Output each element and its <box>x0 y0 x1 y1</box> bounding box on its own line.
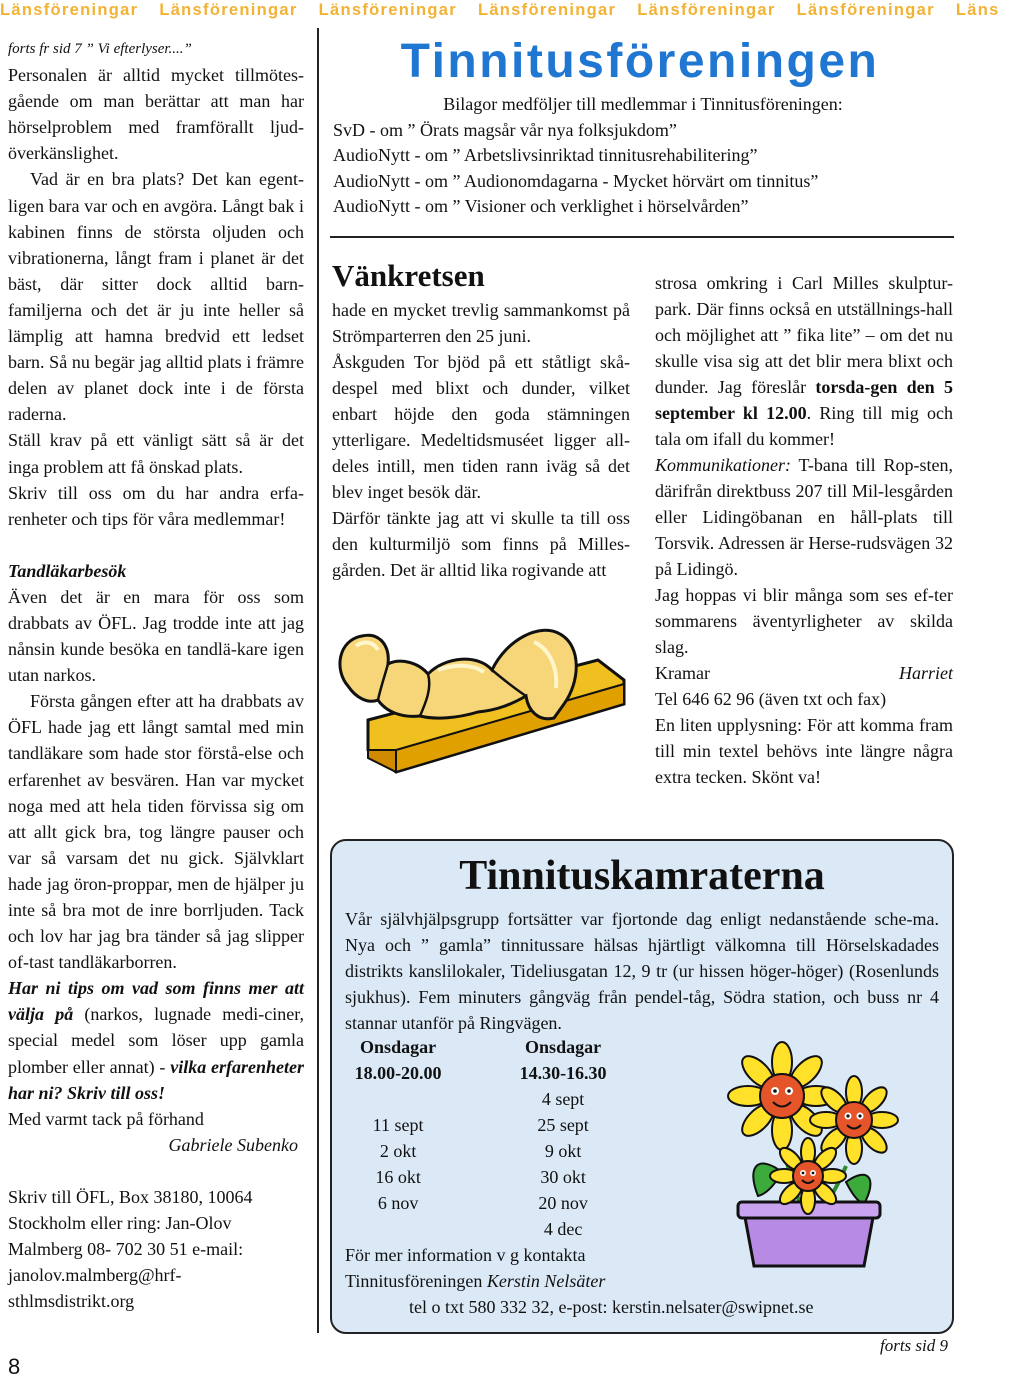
sign-off <box>655 660 953 686</box>
contact-name: Kerstin Nelsäter <box>486 1271 606 1291</box>
enclosure-item: SvD - om ” Örats magsår vår nya folksjukdom” <box>333 119 677 140</box>
footer-line: tel o txt 580 332 32, e-post: kerstin.nelsater@swipnet.se <box>409 1297 814 1317</box>
band-word: Länsföreningar <box>159 1 298 19</box>
paragraph <box>655 452 953 582</box>
emphasis: vilka erfarenheter har ni? Skriv till oss! <box>8 1056 304 1103</box>
header-band <box>0 0 1000 26</box>
paragraph: Vad är en bra plats? Det kan egent-ligen bara var och en avgöra. Långt bak i kabinen finns de största oljuden och vibrationerna, långt fram i planet är det bäst, där sitter dock alltid barn-familjerna och det är ju inte heller så lämplig att hamna bredvid ett ledset barn. Så nu begär jag alltid plats i främre delen av planet dock inte i de första raderna. <box>8 169 304 425</box>
label: Kommunikationer: <box>655 455 791 475</box>
contact-info: Skriv till ÖFL, Box 38180, 10064 Stockholm eller ring: Jan-Olov Malmberg 08- 702 30 51 e-mail: janolov.malmberg@hrf-sthlmsdistrikt.org <box>8 1186 253 1312</box>
schedule-date: 9 okt <box>544 1141 582 1161</box>
enclosure-item: AudioNytt - om ” Arbetslivsinriktad tinnitusrehabilitering” <box>333 145 758 166</box>
sculpture-illustration <box>328 600 638 812</box>
paragraph: Jag hoppas vi blir många som ses ef-ter sommarens äventyrligheter av skilda slag. <box>655 585 953 657</box>
emphasis: Har ni tips om vad som finns mer att välja på <box>8 978 304 1025</box>
paragraph <box>655 270 953 452</box>
schedule-date: 30 okt <box>540 1167 586 1187</box>
footer-line: För mer information v g kontakta <box>345 1245 586 1265</box>
vankretsen-column-1 <box>332 297 630 583</box>
schedule-table <box>345 1034 675 1242</box>
schedule-row <box>345 1138 675 1164</box>
band-word-tail: Läns <box>955 1 1000 19</box>
schedule-date: 4 sept <box>541 1089 585 1109</box>
enclosure-item: AudioNytt - om ” Audionomdagarna - Mycket hörvärt om tinnitus” <box>333 170 819 191</box>
signature: Gabriele Subenko <box>168 1134 298 1155</box>
enclosure-item: AudioNytt - om ” Visioner och verklighet i hörselvården” <box>333 196 749 217</box>
band-word: Länsföreningar <box>318 1 457 19</box>
schedule-date: 11 sept <box>372 1115 424 1135</box>
schedule-row <box>345 1190 675 1216</box>
paragraph: Åskguden Tor bjöd på ett ståtligt skå-despel med blixt och dunder, vilket enbart höjde den goda stämningen ytterligare. Medeltidsmuséet ligger all-deles intill, men tiden rann iväg så det blev inget besök där. <box>332 352 630 502</box>
schedule-row <box>345 1216 675 1242</box>
continued-from: forts fr sid 7 ” Vi efterlyser....” <box>8 41 192 57</box>
tinnituskamraterna-body: Vår självhjälpsgrupp fortsätter var fjortonde dag enligt nedanstående sche-ma. Nya och ” gamla” tinnitussare hälsas hjärtligt välkomna till Hörselskadades distrikts kanslilokaler, Tideliusgatan 12, 9 tr (ur hissen höger-höger) (Rosenlunds sjukhus). Fem minuters gångväg från pendel-tåg, Södra station, och buss nr 4 stannar utanför på Ringvägen. <box>345 909 939 1033</box>
band-word: Länsföreningar <box>0 1 139 19</box>
kramar-text: Kramar <box>655 663 710 683</box>
text: T-bana till Rop-sten, därifrån direktbuss 207 till Mil-lesgården eller Lidingöbanan en håll-plats till Torsvik. Adressen är Herse-rudsvägen 32 på Lidingö. <box>655 455 953 579</box>
schedule-time-row <box>345 1060 675 1086</box>
org-name: Tinnitusföreningen <box>345 1271 487 1291</box>
text: (narkos, lugnade medi-ciner, special medel som löser upp gamla plomber eller annat) - <box>8 1004 305 1077</box>
paragraph: Skriv till oss om du har andra erfa-renheter och tips för våra medlemmar! <box>8 482 304 529</box>
thanks-text: Med varmt tack på förhand <box>8 1108 204 1129</box>
continued-on: forts sid 9 <box>880 1336 949 1355</box>
paragraph: Ställ krav på ett vänligt sätt så är det inga problem att få önskad plats. <box>8 430 304 477</box>
vankretsen-heading: Vänkretsen <box>332 258 485 293</box>
schedule-col1-time: 18.00-20.00 <box>354 1063 442 1083</box>
paragraph: hade en mycket trevlig sammankomst på Strömparterren den 25 juni. <box>332 300 630 346</box>
schedule-row <box>345 1164 675 1190</box>
paragraph: En liten upplysning: För att komma fram till min textel behövs inte längre några extra tecken. Skönt va! <box>655 715 953 787</box>
header-band-words <box>0 1 1021 20</box>
paragraph: Första gången efter att ha drabbats av ÖFL hade jag ett långt samtal med min tandläkare som hade stor förstå-else och erfarenhet av besvären. Han var mycket noga med att hela tiden förvissa sig om att allt gick bra, tog längre pauser och var så varsam det nu gick. Självklart hade jag öron-proppar, men de hjälper ju inte så bra mot de inre borrljuden. Tack och lov har jag bra tänder så jag slipper of-tast tandläkarborren. <box>8 691 304 973</box>
text: strosa omkring i Carl Milles skulptur-park. Där finns också en utställnings-hall och möjlighet att ” fika lite” – om det nu skulle visa sig att det blir mera blixt och dunder. Jag föreslår <box>655 273 953 397</box>
schedule-date: 2 okt <box>379 1141 417 1161</box>
footer-line <box>345 1268 945 1294</box>
paragraph: Därför tänkte jag att vi skulle ta till oss den kulturmiljö som finns på Milles-gården. Det är alltid lika rogivande att <box>332 508 630 580</box>
page-number: 8 <box>8 1354 21 1379</box>
paragraph: Även det är en mara för oss som drabbats av ÖFL. Jag trodde inte att jag nånsin kunde besöka en tandlä-kare igen utan narkos. <box>8 586 304 686</box>
schedule-date: 25 sept <box>537 1115 589 1135</box>
schedule-row <box>345 1112 675 1138</box>
section-divider <box>330 236 954 238</box>
schedule-row <box>345 1086 675 1112</box>
band-word: Länsföreningar <box>637 1 776 19</box>
vankretsen-column-2 <box>655 270 953 790</box>
paragraph: Personalen är alltid mycket tillmötes-gående om man berättar att man har hörselproblem med framförallt ljud-överkänslighet. <box>8 65 304 164</box>
signature: Harriet <box>899 663 953 683</box>
phone-number: Tel 646 62 96 (även txt och fax) <box>655 689 887 709</box>
left-column <box>8 36 304 1314</box>
schedule-date: 6 nov <box>377 1193 419 1213</box>
schedule-col2-time: 14.30-16.30 <box>519 1063 607 1083</box>
schedule-date <box>345 1216 451 1242</box>
paragraph <box>8 975 304 1105</box>
band-word: Länsföreningar <box>796 1 935 19</box>
schedule-date: 20 nov <box>538 1193 588 1213</box>
tinnituskamraterna-title: Tinnituskamraterna <box>459 853 825 899</box>
page-title: Tinnitusföreningen <box>400 35 880 88</box>
text: . Ring till mig och tala om ifall du kommer! <box>655 403 953 449</box>
event-date: torsda-gen den 5 september kl 12.00 <box>655 377 953 423</box>
column-divider <box>317 28 319 1333</box>
schedule-date: 16 okt <box>375 1167 421 1187</box>
schedule-header-row <box>345 1034 675 1060</box>
enclosures-intro: Bilagor medföljer till medlemmar i Tinnitusföreningen: <box>443 94 843 114</box>
schedule-date: 4 dec <box>543 1219 583 1239</box>
schedule-col1-head: Onsdagar <box>360 1037 437 1057</box>
schedule-date <box>345 1086 451 1112</box>
enclosures-list <box>333 92 953 220</box>
section-heading: Tandläkarbesök <box>8 560 127 581</box>
flower-pot-illustration <box>718 1036 898 1268</box>
schedule-col2-head: Onsdagar <box>525 1037 602 1057</box>
band-word: Länsföreningar <box>477 1 617 19</box>
